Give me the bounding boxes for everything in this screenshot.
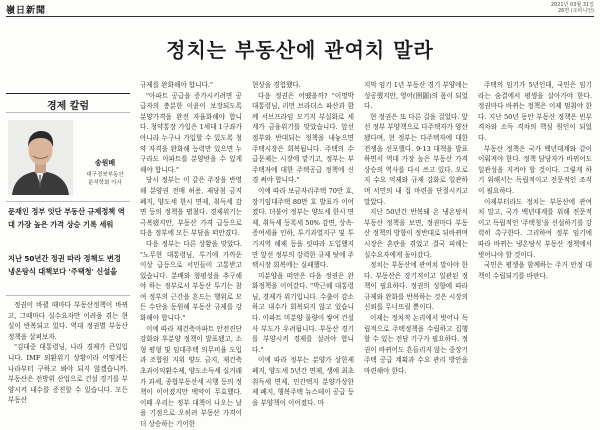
- paragraph: 현 정권은 또 다른 길을 걸었다. 앞선 정부 부양책으로 다주택자가 양산됐다며, 현 정부는 다주택자에 대한 전쟁을 선포했다. 9·13 대책을 발표하면서 역대 가장 높은 부동산 가격 상승의 역사를 다시 쓰고 있다. 오로지 수요 억제와 규제 강화로 일관하며 서민의 내 집 마련을 단절시키고 말았다.: [364, 112, 468, 206]
- body-column-1: [8, 300, 128, 420]
- author-affiliation: 대구경북부동산: [86, 172, 124, 178]
- author-position: 분석학회 이사: [88, 180, 122, 186]
- paragraph: 이제는 정치적 논리에서 벗어나 독립적으로 주택정책을 수립하고 집행할 수 있는 전담 기구가 필요하다. 정권이 바뀌어도 흔들리지 않는 중장기 주택 공급 계획과 수요 관리 방안을 마련해야 한다.: [364, 314, 468, 376]
- subhead-divider: [6, 201, 130, 202]
- paragraph: 다음 정부는 다른 상황을 맞았다. "노무현 대통령님, 투기에 가까운 이상 급등으로 서민들이 고통받고 있습니다. 분배와 형평성을 추구해야 하는 정부로서 부동산 투기는 참여 정부의 근간을 흔드는 행위로 모든 수단을 동원해 부동산 규제를 강화해야 합니다.": [140, 239, 242, 323]
- paragraph: 정치는 부동산에 관여치 말아야 한다. 부동산은 장기적이고 일관된 정책이 필요하다. 정권의 성향에 따라 규제와 완화를 반복하는 것은 시장의 신뢰를 무너뜨릴 뿐이다.: [364, 261, 468, 312]
- article-headline: 정치는 부동산에 관여치 말라: [166, 38, 434, 62]
- date-line: 2021년 03월 31일: [550, 2, 594, 8]
- page-info: 26면 (오피니언): [557, 8, 594, 14]
- paragraph: "아파트 공급을 증가시키려면 공급자의 충분한 이윤이 보장되도록 분양가격을 완전 자율화해야 합니다. 청약통장 가입은 1세대 1구좌가 아니라 누구나 가입할 수 있도록 청약 자격을 완화해 능력만 있으면 누구라도 아파트를 분양받을 수 있게 해야 합니다.": [140, 91, 242, 174]
- body-column-3: [252, 80, 354, 420]
- paragraph: 현상을 경험했다.: [252, 81, 301, 89]
- paragraph: 규제를 완화해야 합니다.": [140, 81, 214, 89]
- paragraph: 이제부터라도 정치는 부동산에 관여치 말고, 국가 백년대계를 위해 전문적이고 독립적인 '주택청'을 신설하기를 강력히 촉구한다. 그리하여 정부 임기에 따라 바뀌는 냉온탕식 부동산 정책에서 벗어나야 할 것이다.: [478, 197, 592, 259]
- paragraph: 이에 따라 정부는 분양가 상한제 폐지, 양도세 5년간 면제, 생애 최초 취득세 면제, 민간택지 분양가상한제 폐지, 행복주택 뉴스테이 공급 등을 부양책이 이어졌다. 마: [252, 356, 354, 407]
- paragraph: 지막 임기 1년 부동산 경기 부양에는 성공했지만, 영어(囹圄)의 몸이 되었다.: [364, 81, 468, 111]
- paragraph: 주택의 임기가 5년인데, 국민은 임기라는 숨결에서 평생을 살아가야 한다. 정권마다 바뀌는 정책은 이제 멈춰야 한다. 지난 50년 동안 부동산 정책은 빈부격차와 소득 격차의 핵심 원인이 되었다.: [478, 81, 592, 142]
- paragraph: 부동산 정책은 국가 백년대계와 같이 이뤄져야 한다. 정책 담당자가 바뀌어도 일관성을 지켜야 할 것이다. 그렇게 하기 위해서는 독립적이고 전문적인 조직이 필요하다.: [478, 144, 592, 195]
- paragraph: 지난 50년간 반복돼 온 냉온탕식 부동산 정책을 보면, 정권마다 부동산 정책의 방향이 정반대로 뒤바뀌며 시장은 혼란을 겪었고 결국 피해는 실수요자에게 돌아갔다.: [364, 208, 468, 259]
- body-divider: [6, 295, 130, 296]
- newspaper-masthead: 嶺日新聞: [6, 6, 47, 16]
- masthead-rule: [6, 16, 594, 17]
- paragraph: 국민은 평생을 함께하는 주거 안정 대책이 수립되기를 바란다.: [478, 261, 592, 280]
- body-column-2: [140, 80, 242, 428]
- section-rule: [6, 93, 130, 94]
- subheadline-1: 문재인 정부 잇단 부동산 규제정책 역대 가장 높은 가격 상승 기록 세워: [8, 207, 125, 229]
- paragraph: 이에 따라 재건축아파트 안전진단 강화와 후분양 정책이 발표됐고, 소형 평형 및 임대주택 의무비율 도입과 조합원 지위 양도 금지, 재건축 초과이익환수제, 양도소득세 실거래가 과세, 종합부동산세 시행 등의 정책이 이어졌지만 백약이 무효했다. 이때 우리는 정부 대책이 나오는 날을 기점으로 오히려 부동산 가격이 더 상승하는 기이한: [140, 324, 242, 428]
- author-name: 송원배: [94, 159, 116, 167]
- author-info: [80, 158, 130, 187]
- paragraph: 정권이 바뀔 때마다 부동산정책이 바뀌고, 그때마다 실수요자만 어려움 겪는 현실이 반복되고 있다. 역대 정권별 부동산정책을 살펴보자.: [8, 301, 128, 341]
- body-column-5: [478, 80, 592, 420]
- portrait-image: [8, 120, 73, 195]
- subheadline-2: 지난 50년간 정권 따라 정책도 변경 냉온탕식 대책보다 '주택청' 신설을: [8, 254, 121, 276]
- paragraph: 이에 따라 보금자리주택 70만 호, 장기임대주택 80만 호 발표가 이어졌다. 더불어 정부는 양도세 한시 면제, 취득세 등록세 50% 감면, 상속·증여세율 인하, 투기과열지구 및 투기지역 해제 등을 잇따라 도입했지만 앞선 정부의 강력한 규제 탓에 주택시장 회복에는 실패했다.: [252, 186, 354, 270]
- section-label: 경제 칼럼: [46, 101, 90, 112]
- issue-date: [551, 2, 594, 14]
- body-column-4: [364, 80, 468, 420]
- paragraph: "김대중 대통령님, 나라 경제가 큰일입니다. IMF 외환위기 상황이라 어떻게든 나라부터 구하고 봐야 되지 않겠습니까. 부동산은 전방위 산업으로 건설 경기를 부양시켜 내수를 증진할 수 있습니다. 모든 부동산: [8, 343, 128, 405]
- paragraph: 미분양을 떠안은 다음 정권은 완화정책을 이어갔다. "박근혜 대통령님, 경제가 위기입니다. 수출이 감소하고 내수가 회복되지 않고 있습니다. 아파트 미분양 물량이 쌓여 건설사 부도가 우려됩니다. 부동산 경기를 부양시켜 경제를 살려야 합니다.": [252, 271, 354, 354]
- paragraph: 당시 정부는 이 같은 주장을 반영해 분양권 전매 허용, 재당첨 금지 폐지, 양도세 한시 면제, 취득세 감면 등의 정책을 펼쳤다. 경제위기는 극복됐지만, 부동산 가격 급등으로 다음 정부에 모든 부담을 떠안겼다.: [140, 176, 242, 238]
- paragraph: 다음 정권은 어땠을까? "이명박 대통령님, 리먼 브라더스 파산과 함께 서브프라임 모기지 부실화로 세계가 금융위기를 맞았습니다. 앞선 정부와 반대되는 정책을 내놓으면 주택시장은 회복됩니다. 주택의 수급문제는 시장에 맡기고, 정부는 부주택자에 대한 주택공급 정책에 신경 써야 합니다.": [252, 91, 354, 185]
- section-divider: [6, 112, 130, 113]
- author-photo: [8, 120, 73, 195]
